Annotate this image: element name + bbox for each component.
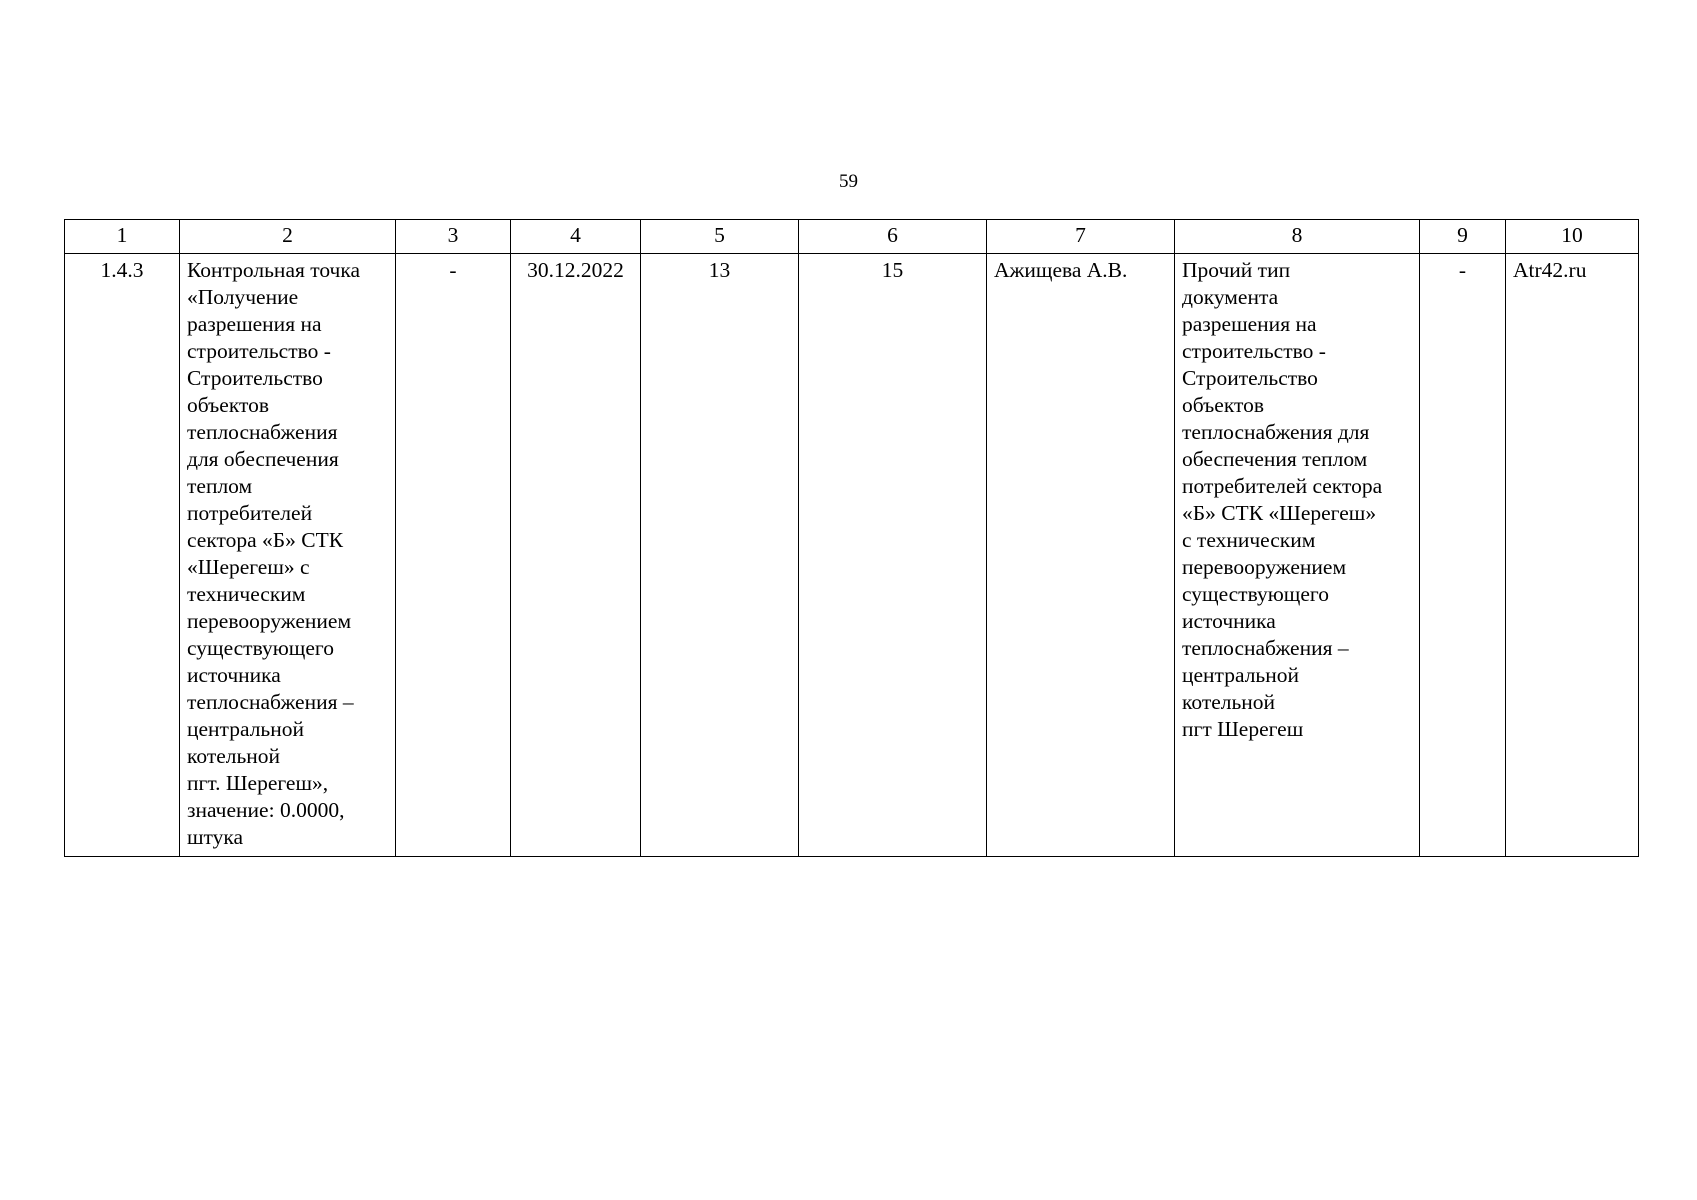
column-header-10: 10 — [1506, 220, 1639, 254]
control-point-description-cell: Контрольная точка «Получение разрешения на строительство - Строительство объектов теплоснабжения для обеспечения теплом потребителей сектора «Б» СТК «Шерегеш» с техническим перевооружением существующего источника теплоснабжения – центральной котельной пгт. Шерегеш», значение: 0.0000, штука — [180, 254, 396, 857]
date-cell: 30.12.2022 — [511, 254, 641, 857]
data-table — [64, 219, 1639, 857]
document-type-cell: Прочий тип документа разрешения на строительство - Строительство объектов теплоснабжения для обеспечения теплом потребителей сектора «Б» СТК «Шерегеш» с техническим перевооружением существующего источника теплоснабжения – центральной котельной пгт Шерегеш — [1175, 254, 1420, 857]
header-row — [65, 220, 1639, 254]
table-row — [65, 254, 1639, 857]
column-9-cell: - — [1420, 254, 1506, 857]
column-header-9: 9 — [1420, 220, 1506, 254]
column-header-5: 5 — [641, 220, 799, 254]
column-5-cell: 13 — [641, 254, 799, 857]
column-header-6: 6 — [799, 220, 987, 254]
column-header-8: 8 — [1175, 220, 1420, 254]
page-number: 59 — [839, 171, 858, 192]
information-system-cell: Atr42.ru — [1506, 254, 1639, 857]
row-number-cell: 1.4.3 — [65, 254, 180, 857]
column-header-3: 3 — [396, 220, 511, 254]
column-header-2: 2 — [180, 220, 396, 254]
column-header-4: 4 — [511, 220, 641, 254]
column-header-1: 1 — [65, 220, 180, 254]
column-3-cell: - — [396, 254, 511, 857]
column-header-7: 7 — [987, 220, 1175, 254]
column-6-cell: 15 — [799, 254, 987, 857]
responsible-person-cell: Ажищева А.В. — [987, 254, 1175, 857]
